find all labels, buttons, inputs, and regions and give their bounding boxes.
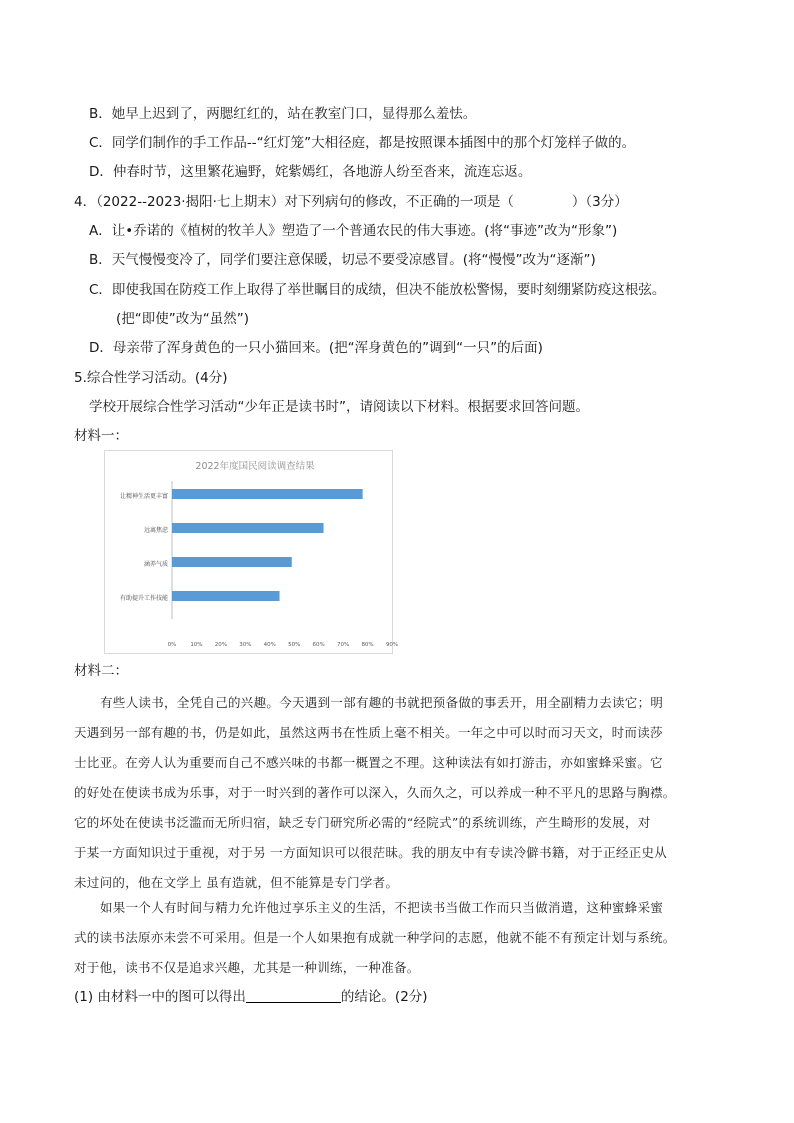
q5-sub1-text: (1) 由材料一中的图可以得出 [74,989,246,1005]
answer-blank[interactable] [246,988,341,1003]
paragraph-line: 于某一方面知识过于重视，对于另 一方面知识可以很茫昧。我的朋友中有专读冷僻书籍，对于正经正史从 [74,845,668,860]
paragraph-line: 的好处在使读书成为乐事，对于一时兴到的著作可以深入，久而久之，可以养成一种不平凡的思路与胸襟。 [74,785,676,800]
survey-bar-chart [104,450,399,654]
paragraph-line: 它的坏处在使读书泛滥而无所归宿，缺乏专门研究所必需的“经院式”的系统训练，产生畸形的发展，对 [74,815,651,830]
q4-option-b: B．天气慢慢变冷了，同学们要注意保暖，切忌不要受凉感冒。(将“慢慢”改为“逐渐”) [89,252,596,268]
q5-sub1 [74,987,428,1007]
chart-category-label: 让精神生活更丰富 [119,493,168,500]
q4-option-a: A．让•乔诺的《植树的牧羊人》塑造了一个普通农民的伟大事迹。(将“事迹”改为“形象”) [89,223,618,239]
q3-option-c: C．同学们制作的手工作品--“红灯笼”大相径庭，都是按照课本插图中的那个灯笼样子做的。 [89,135,636,151]
q3-option-d: D．仲春时节，这里繁花遍野，姹紫嫣红，各地游人纷至沓来，流连忘返。 [89,164,532,180]
chart-title: 2022年度国民阅读调查结果 [195,461,315,472]
paragraph-line: 天遇到另一部有趣的书，仍是如此，虽然这两书在性质上毫不相关。一年之中可以时而习天文，时而读莎 [74,725,663,740]
q5-title: 5.综合性学习活动。(4分) [74,370,228,386]
paragraph-line: 未过问的，他在文学上 虽有造就，但不能算是专门学者。 [74,875,399,890]
paragraph-line: 式的读书法原亦未尝不可采用。但是一个人如果抱有成就一种学问的志愿，他就不能不有预定计划与系统。 [74,930,676,945]
material2-label: 材料二： [74,663,128,679]
paragraph-line: 对于他，读书不仅是追求兴趣，尤其是一种训练，一种准备。 [74,960,420,975]
material2-paragraph-1 [74,688,734,898]
chart-tick-label: 20% [214,642,228,648]
chart-tick-label: 70% [336,642,350,648]
q4-stem [74,192,628,212]
chart-tick-label: 0% [167,642,177,648]
chart-bar [172,557,292,567]
q5-sub1-end: 的结论。(2分) [340,989,428,1005]
q4-stem-text: 4．（2022--2023·揭阳·七上期末）对下列病句的修改，不正确的一项是（ [74,194,514,210]
chart-tick-label: 10% [190,642,203,648]
chart-bar [172,489,363,499]
q5-intro: 学校开展综合性学习活动“少年正是读书时”，请阅读以下材料。根据要求回答问题。 [89,399,589,415]
chart-bar [172,591,280,601]
paragraph-line: 有些人读书，全凭自己的兴趣。今天遇到一部有趣的书就把预备做的事丢开，用全副精力去读它；明 [100,695,664,710]
chart-tick-label: 40% [263,642,276,648]
chart-tick-label: 30% [239,642,252,648]
chart-bar [172,523,324,533]
chart-category-label: 远离焦虑 [143,527,168,534]
q4-option-c-note: (把“即使”改为“虽然”) [116,311,250,327]
chart-tick-label: 80% [361,642,374,648]
chart-tick-label: 90% [385,642,399,648]
q4-score: ）（3分） [571,194,628,210]
chart-tick-label: 50% [288,642,301,648]
material1-label: 材料一： [74,428,128,444]
paragraph-line: 如果一个人有时间与精力允许他过享乐主义的生活，不把读书当做工作而只当做消遣，这种蜜蜂采蜜 [100,900,664,915]
chart-category-label: 有助提升工作技能 [119,595,168,602]
q4-option-d: D．母亲带了浑身黄色的一只小猫回来。(把“浑身黄色的”调到“一只”的后面) [89,340,543,356]
q4-option-c: C．即使我国在防疫工作上取得了举世瞩目的成绩，但决不能放松警惕，要时刻绷紧防疫这根弦。 [89,282,666,298]
material2-paragraph-2 [74,893,734,983]
paragraph-line: 士比亚。在旁人认为重要而自己不感兴味的书都一概置之不理。这种读法有如打游击，亦如蜜蜂采蜜。它 [74,755,663,770]
chart-category-label: 涵养气质 [143,561,168,568]
chart-tick-label: 60% [312,642,325,648]
q3-option-b: B．她早上迟到了，两腮红红的，站在教室门口，显得那么羞怯。 [89,106,477,122]
